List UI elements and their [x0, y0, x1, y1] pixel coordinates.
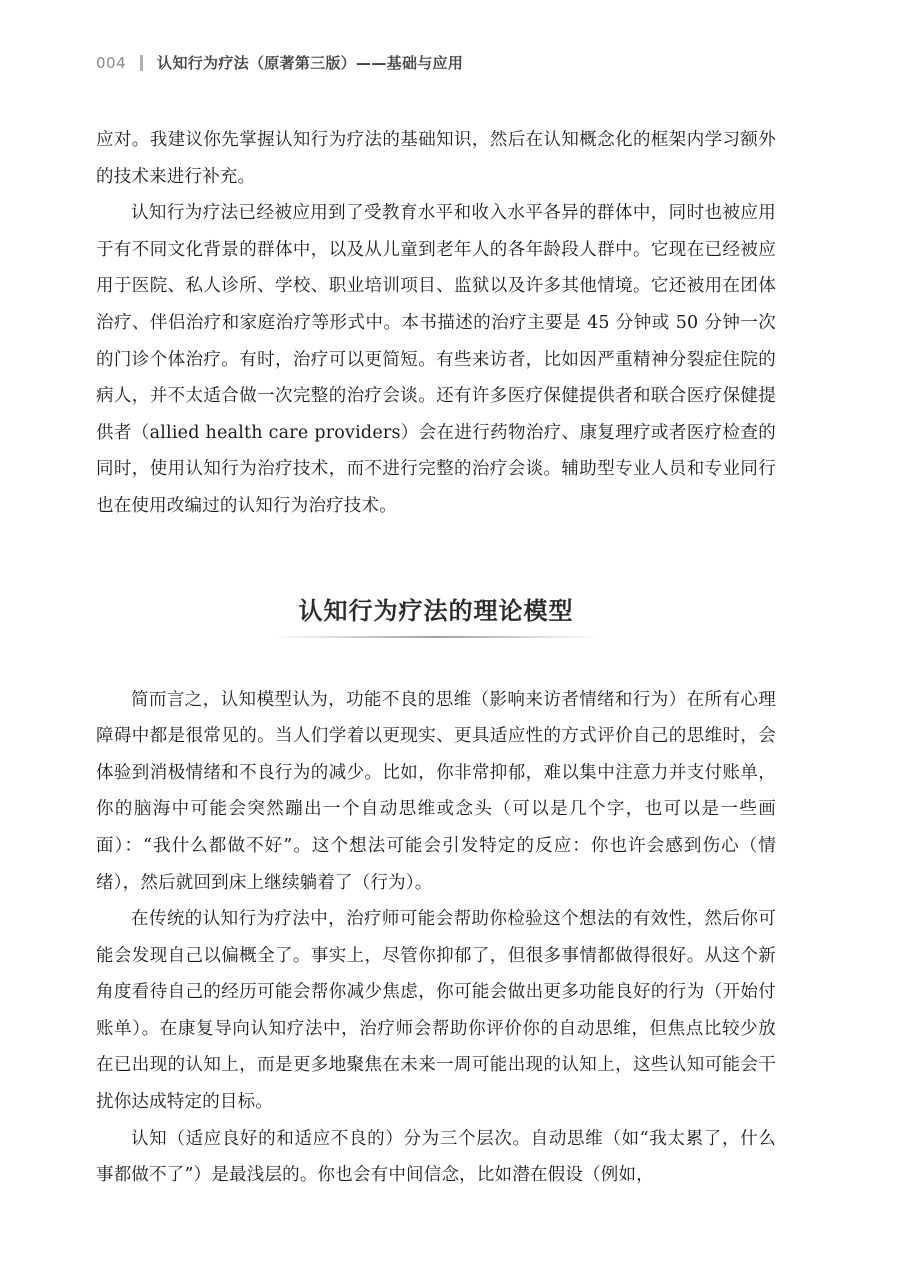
page-body — [96, 122, 776, 1194]
term-automatic-thought: 自动思维 — [360, 799, 437, 820]
header-divider — [140, 55, 143, 71]
running-header — [96, 52, 463, 73]
section-title: 认知行为疗法的理论模型 — [298, 596, 574, 625]
paragraph-cognitive-model: 简而言之，认知模型认为，功能不良的思维（影响来访者情绪和行为）在所有心理障碍中都是很常见的。当人们学着以更现实、更具适应性的方式评价自己的思维时，会体验到消极情绪和不良行为的减少。比如，你非常抑郁，难以集中注意力并支付账单，你的脑海中可能会突然蹦出一个自动思维或念头（可以是几个字，也可以是一些画面）：“我什么都做不好”。这个想法可能会引发特定的反应：你也许会感到伤心（情绪），然后就回到床上继续躺着了（行为）。 — [96, 689, 777, 893]
book-title: 认知行为疗法（原著第三版）——基础与应用 — [157, 54, 464, 72]
term-validity: 有效性 — [632, 909, 687, 930]
term-cognitive-model: 认知模型 — [220, 689, 293, 710]
paragraph-applications: 认知行为疗法已经被应用到了受教育水平和收入水平各异的群体中，同时也被应用于有不同文化背景的群体中，以及从儿童到老年人的各年龄段人群中。它现在已经被应用于医院、私人诊所、学校、职业培训项目、监狱以及许多其他情境。它还被用在团体治疗、伴侣治疗和家庭治疗等形式中。本书描述的治疗主要是 45 分钟或 50 分钟一次的门诊个体治疗。有时，治疗可以更简短。有些来访者，比如因严重精神分裂症住院的病人，并不太适合做一次完整的治疗会谈。还有许多医疗保健提供者和联合医疗保健提供者（allied health care providers）会在进行药物治疗、康复理疗或者医疗检查的同时，使用认知行为治疗技术，而不进行完整的治疗会谈。辅助型专业人员和专业同行也在使用改编过的认知行为治疗技术。 — [96, 203, 776, 516]
page-number: 004 — [96, 53, 127, 72]
paragraph-cognition-levels: 认知（适应良好的和适应不良的）分为三个层次。自动思维（如“我太累了，什么事都做不了”）是最浅层的。你也会有中间信念，比如潜在假设（例如， — [96, 1128, 776, 1186]
paragraph-continued: 应对。我建议你先掌握认知行为疗法的基础知识，然后在认知概念化的框架内学习额外的技术来进行补充。 — [96, 130, 776, 187]
section-title-underline — [271, 636, 601, 638]
section-heading — [96, 591, 776, 638]
paragraph-traditional-cbt: 在传统的认知行为疗法中，治疗师可能会帮助你检验这个想法的有效性，然后你可能会发现自己以偏概全了。事实上，尽管你抑郁了，但很多事情都做得很好。从这个新角度看待自己的经历可能会帮你减少焦虑，你可能会做出更多功能良好的行为（开始付账单）。在康复导向认知疗法中，治疗师会帮助你评价你的自动思维，但焦点比较少放在已出现的认知上，而是更多地聚焦在未来一周可能出现的认知上，这些认知可能会干扰你达成特定的目标。 — [96, 909, 776, 1113]
